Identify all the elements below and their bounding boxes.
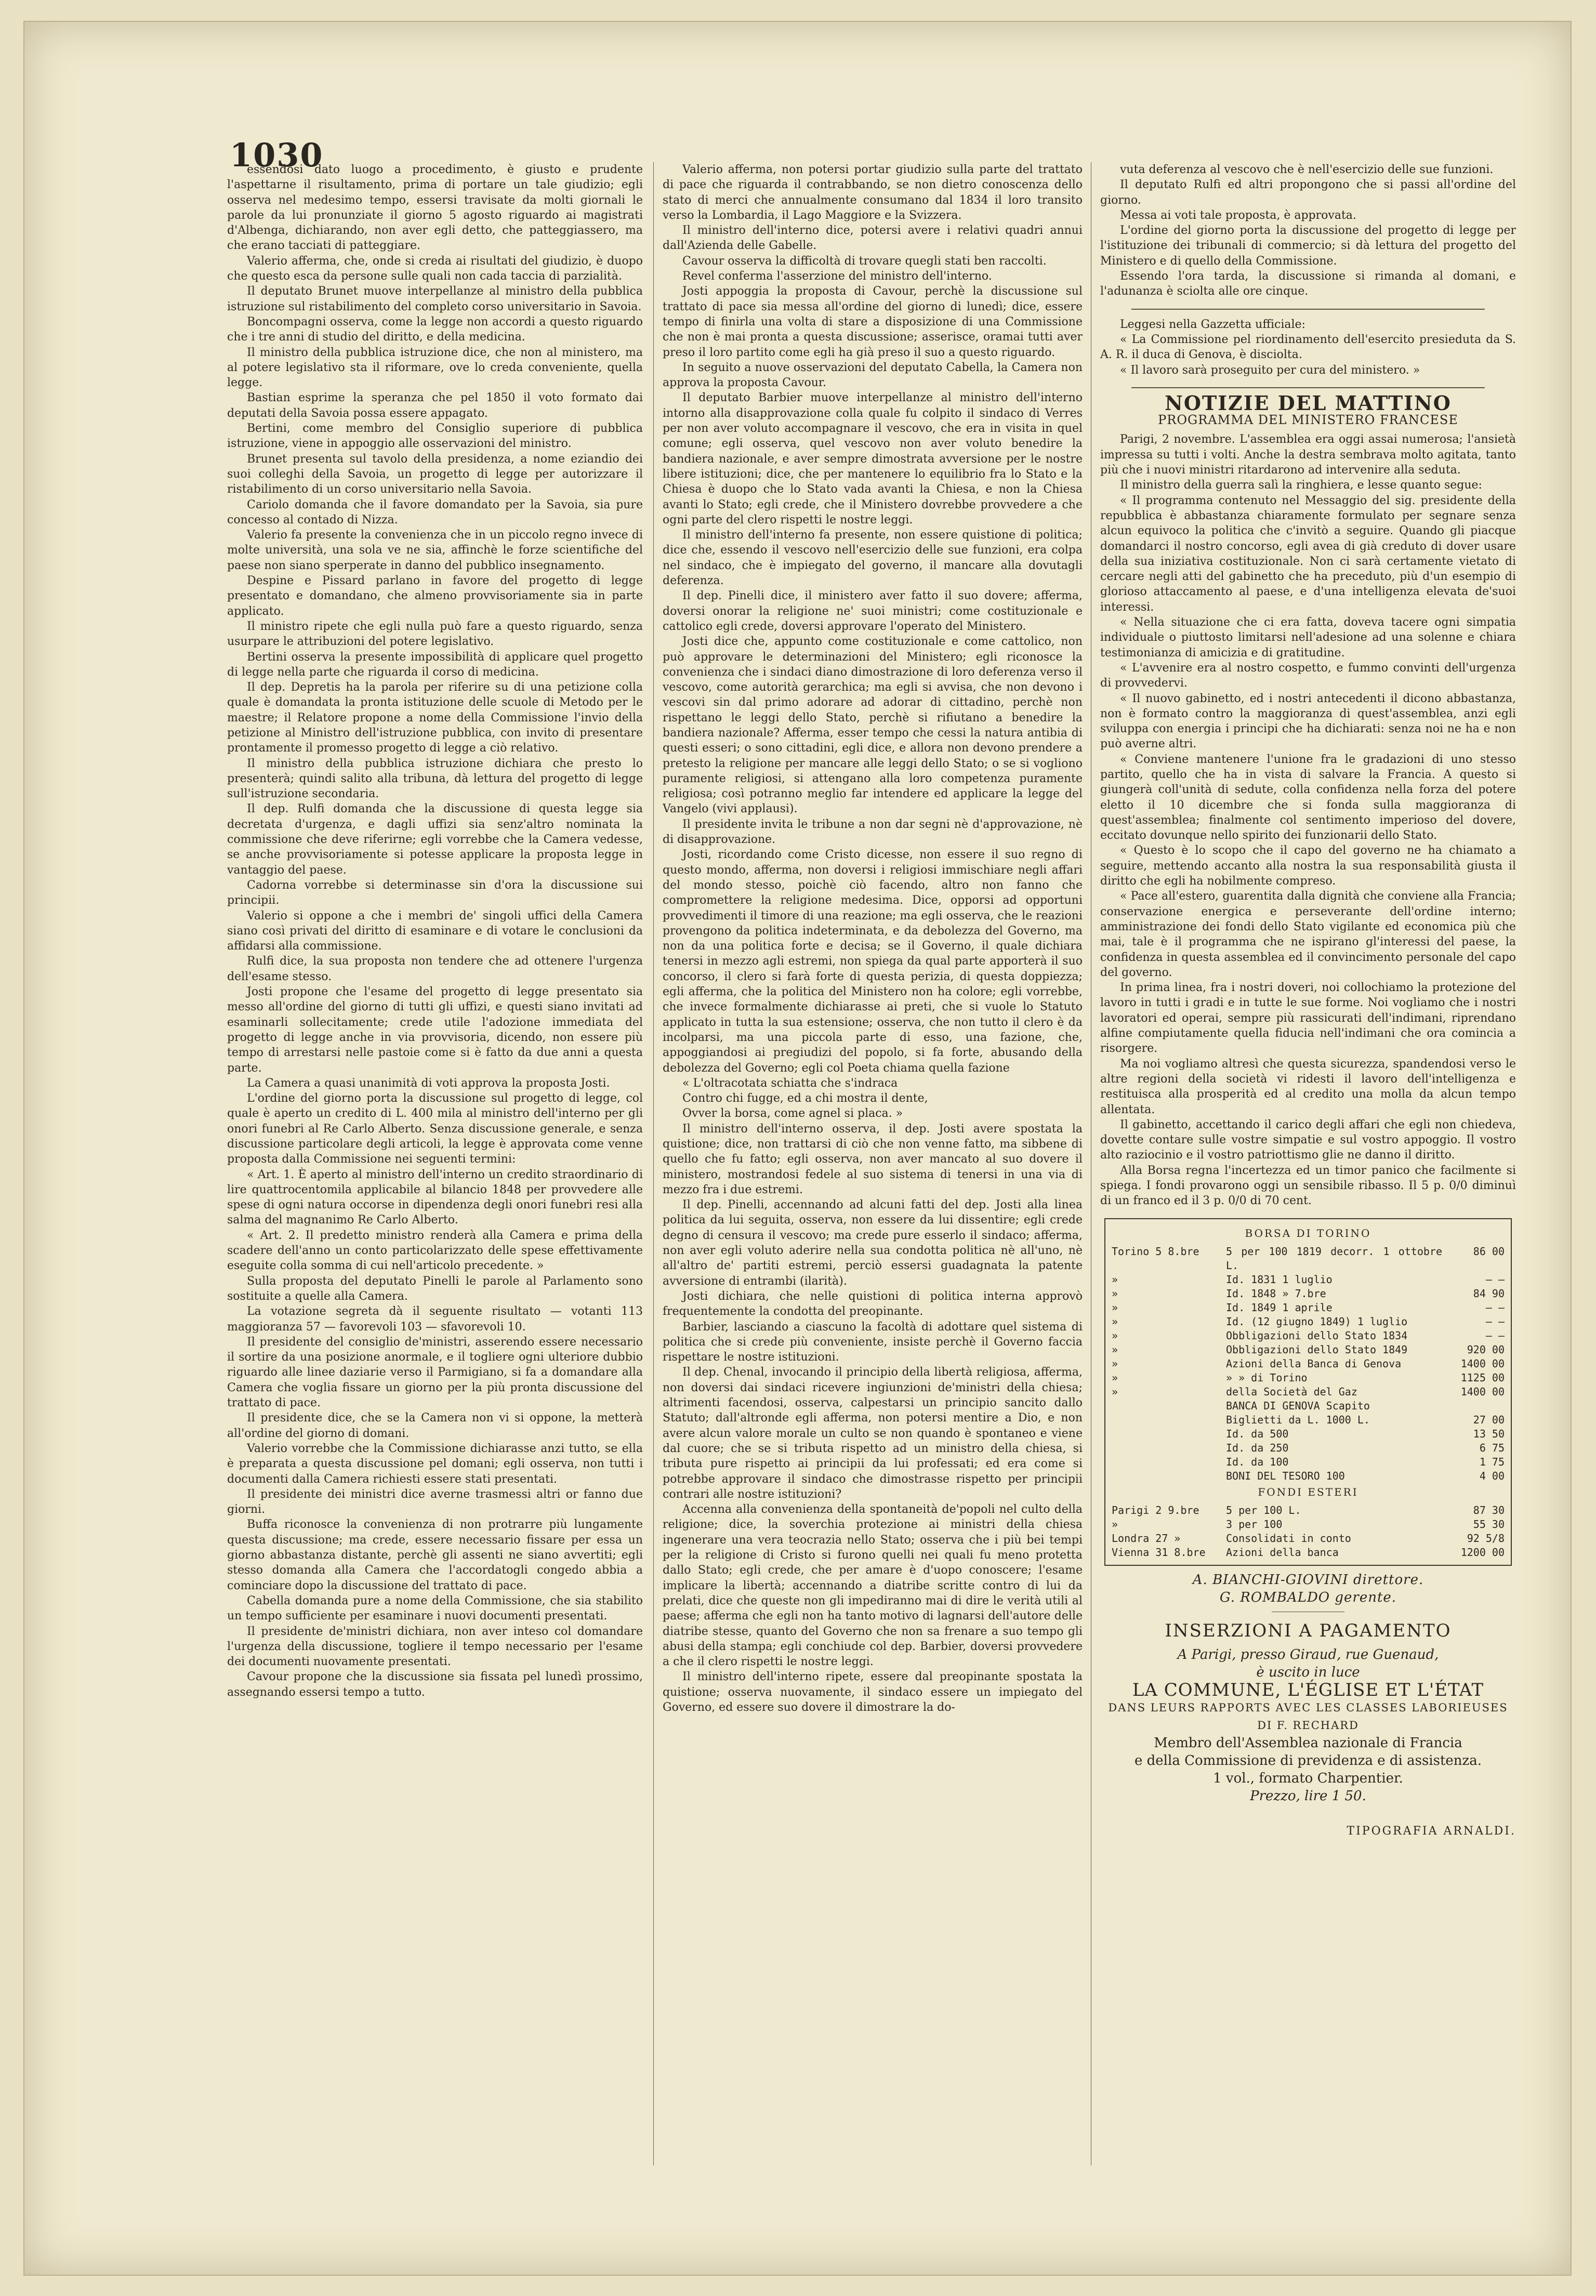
paragraph: Josti appoggia la proposta di Cavour, perchè la discussione sul trattato di pace sia messa all'ordine del giorno di lunedì; dice, essere tempo di finirla una volta di stare a disposizione di una Commissione che non è mai pronta a questa discussione; asserisce, oramai tutti aver preso il loro partito come egli ha già preso il suo a questo riguardo. [663,285,1083,359]
paragraph: Cariolo domanda che il favore domandato per la Savoia, sia pure concesso al contado di Nizza. [227,498,643,526]
paragraph: L'ordine del giorno porta la discussione sul progetto di legge, col quale è aperto un credito di L. 400 mila al ministro dell'interno per gli onori funebri al Re Carlo Alberto. Senza discussione generale, e senza discussione particolare degli articoli, la legge è approvata come venne proposta dalla Commissione nei seguenti termini: [227,1092,643,1166]
table-row [1112,1427,1505,1441]
table-cell: » » di Torino [1226,1371,1308,1384]
table-cell [1112,1427,1226,1441]
paragraph: Il ministro ripete che egli nulla può fare a questo riguardo, senza usurpare le attribuzioni del potere legislativo. [227,619,643,649]
table-cell: 5 per 100 L. [1226,1503,1301,1516]
paragraph: Bertini, come membro del Consiglio superiore di pubblica istruzione, viene in appoggio alle osservazioni del ministro. [227,422,643,451]
paragraph: Boncompagni osserva, come la legge non accordi a questo riguardo che i tre anni di studio del diritto, e della medicina. [227,315,643,344]
ad-line: e della Commissione di previdenza e di assistenza. [1135,1752,1482,1769]
table-cell: » [1112,1343,1118,1356]
gerente-signature: G. ROMBALDO gerente. [1219,1589,1397,1605]
table-cell: 3 per 100 [1226,1518,1283,1530]
ad-book-title: LA COMMUNE, L'ÉGLISE ET L'ÉTAT [1132,1679,1484,1700]
table-cell: Id. (12 giugno 1849) 1 luglio [1226,1315,1408,1328]
director-signature: A. BIANCHI-GIOVINI direttore. [1192,1572,1424,1588]
printer-credit: TIPOGRAFIA ARNALDI. [1347,1824,1516,1838]
advertisement [1100,1646,1516,1805]
paragraph: In seguito a nuove osservazioni del deputato Cabella, la Camera non approva la proposta Cavour. [663,361,1083,390]
paragraph: Barbier, lasciando a ciascuno la facoltà di adottare quel sistema di politica che si crede più conveniente, insiste perchè il Governo faccia rispettare le nostre istituzioni. [663,1320,1083,1364]
table-cell: 92 5/8 [1467,1532,1505,1545]
paragraph: Il presidente de'ministri dichiara, non aver inteso col domandare l'urgenza della discussione, togliere il tempo necessario per l'esame dei documenti nuovamente presentati. [227,1625,643,1669]
table-cell: 1400 00 [1460,1357,1505,1370]
table-cell: » [1112,1287,1118,1300]
paragraph: Il deputato Barbier muove interpellanze al ministro dell'interno intorno alla disapprovazione colla quale fu colpito il sindaco di Verres per non aver voluto accompagnare il vescovo, che era in visita in quel comune; egli osserva, quel vescovo non aver voluto benedire la bandiera nazionale, e aver sempre dimostrata avversione per le nostre libere istituzioni; dice, che per mantenere lo equilibrio fra lo Stato e la Chiesa è duopo che lo Stato vada avanti la Chiesa, e non la Chiesa avanti lo Stato; egli crede, che il Ministero dovrebbe provvedere a che ogni parte del clero rispetti le nostre leggi. [663,391,1083,526]
table-cell [1112,1399,1226,1413]
paragraph: essendosi dato luogo a procedimento, è giusto e prudente l'aspettarne il risultamento, prima di portare un tale giudizio; egli osserva nel medesimo tempo, essersi travisate da molti giornali le parole da lui pronunziate il giorno 5 agosto riguardo ai magistrati d'Albenga, dichiarando, non aver egli detto, che patteggiassero, ma che erano tacciati di patteggiare. [227,163,643,253]
paragraph: Despine e Pissard parlano in favore del progetto di legge presentato e domandano, che almeno provvisoriamente sia in parte applicato. [227,574,643,618]
table-cell: 13 50 [1473,1427,1505,1440]
table-cell [1112,1455,1226,1469]
ad-price: Prezzo, lire 1 50. [1250,1788,1366,1804]
table-row [1112,1413,1505,1427]
ad-line: DANS LEURS RAPPORTS AVEC LES CLASSES LABORIEUSES [1108,1701,1508,1714]
table-cell: » [1112,1371,1118,1384]
table-row [1112,1469,1505,1483]
table-row [1112,1455,1505,1469]
borsa-title: BORSA DI TORINO [1245,1226,1371,1239]
paragraph: Cavour osserva la difficoltà di trovare quegli stati ben raccolti. [682,254,1047,268]
table-cell: — — [1485,1329,1505,1342]
table-row [1112,1546,1505,1560]
table-cell: 87 30 [1473,1503,1505,1516]
paragraph: Josti dichiara, che nelle quistioni di politica interna approvò frequentemente la condotta del preopinante. [663,1289,1083,1318]
table-cell [1112,1441,1226,1455]
borsa-table [1104,1218,1512,1566]
paragraph: Il ministro della pubblica istruzione dichiara che presto lo presenterà; quindi salito alla tribuna, dà lettura del progetto di legge sull'istruzione secondaria. [227,757,643,801]
table-cell: » [1112,1385,1118,1398]
parliament-report-end [1100,162,1516,299]
paragraph: Parigi, 2 novembre. L'assemblea era oggi assai numerosa; l'ansietà impressa su tutti i volti. Anche la destra sembrava molto agitata, tanto più che i nuovi ministri ritardarono ad intervenire alla seduta. [1100,433,1516,477]
table-cell: 84 90 [1473,1287,1505,1300]
column-1 [227,162,643,2166]
table-cell: 1125 00 [1460,1371,1505,1384]
table-cell: 5 per 100 1819 decorr. 1 ottobre L. [1226,1245,1442,1272]
paragraph: Il dep. Rulfi domanda che la discussione di questa legge sia decretata d'urgenza, e dagli uffizi sia senz'altro nominata la commissione che deve riferirne; egli vorrebbe che la Camera vedesse, se anche provvisoriamente si potesse applicare la proposta legge in vantaggio del paese. [227,802,643,877]
table-cell: » [1112,1273,1118,1286]
paragraph: Il deputato Rulfi ed altri propongono che si passi all'ordine del giorno. [1100,178,1516,207]
paragraph: Valerio si oppone a che i membri de' singoli uffici della Camera siano così privati del diritto di esaminare e di votare le conclusioni da affidarsi alla commissione. [227,909,643,953]
ad-line: 1 vol., formato Charpentier. [1213,1770,1403,1786]
table-cell: 6 75 [1479,1441,1505,1454]
ad-line: A Parigi, presso Giraud, rue Guenaud, [1177,1646,1439,1662]
paragraph: Rulfi dice, la sua proposta non tendere che ad ottenere l'urgenza dell'esame stesso. [227,955,643,983]
paragraph: Leggesi nella Gazzetta ufficiale: [1120,318,1305,331]
table-cell: 55 30 [1473,1518,1505,1530]
column-2 [663,162,1083,2166]
table-cell: Parigi 2 9.bre [1112,1503,1199,1516]
paragraph: « Art. 1. È aperto al ministro dell'interno un credito straordinario di lire quattrocentomila applicabile al bilancio 1848 per provvedere alle spese di ogni natura occorse in dipendenza degli onori funebri resi alla salma del magnanimo Re Carlo Alberto. [227,1168,643,1227]
paragraph: Josti, ricordando come Cristo dicesse, non essere il suo regno di questo mondo, afferma, non doversi i religiosi immischiare negli affari del mondo stesso, poichè ciò facendo, altro non fanno che compromettere la religione medesima. Dice, opporsi ad opportuni provvedimenti il timore di una reazione; ma egli osserva, che le reazioni provengono da politica indeterminata, e da debolezza del Governo, ma non da una politica forte e decisa; se il Governo, il quale dichiara tenersi in mezzo agli estremi, non spiega da qual parte apporterà il suo concorso, il clero si farà forte di questa perizia, di questa doppiezza; egli afferma, che la politica del Ministero non ha colore; egli vorrebbe, che invece formalmente dichiarasse ai preti, che si vuole lo Statuto applicato in tutta la sua estensione; osserva, che non tutto il clero è da incolparsi, ma una piccola parte di esso, una fazione, che, appoggiandosi ai pregiudizi del popolo, si fa forte, abusando della debolezza del Governo; egli col Poeta chiama quella fazione [663,848,1083,1075]
paragraph: vuta deferenza al vescovo che è nell'esercizio delle sue funzioni. [1120,163,1494,176]
paragraph: Cadorna vorrebbe si determinasse sin d'ora la discussione sui principii. [227,878,643,907]
table-cell: Obbligazioni dello Stato 1834 [1226,1329,1408,1342]
paragraph: Il presidente invita le tribune a non dar segni nè d'approvazione, nè di disapprovazione. [663,817,1083,847]
paragraph: In prima linea, fra i nostri doveri, noi collochiamo la protezione del lavoro in tutti i gradi e in tutte le sue forme. Noi vogliamo che i nostri lavoratori ed operai, sempre più rassicurati dell'indimani, riprendano alfine compiutamente quella fiducia nell'indimani che ora comincia a risorgere. [1100,981,1516,1055]
paragraph: Valerio fa presente la convenienza che in un piccolo regno invece di molte università, una sola ve ne sia, affinchè le forze scientifiche del paese non siano sperperate in danno del pubblico insegnamento. [227,529,643,572]
table-cell: — — [1485,1301,1505,1314]
table-cell: Azioni della Banca di Genova [1226,1357,1402,1370]
paragraph: Messa ai voti tale proposta, è approvata. [1120,208,1356,222]
paragraph: Cavour propone che la discussione sia fissata pel lunedì prossimo, assegnando essersi tempo a tutto. [227,1670,643,1699]
paragraph: La votazione segreta dà il seguente risultato — votanti 113 maggioranza 57 — favorevoli 103 — sfavorevoli 10. [227,1305,643,1334]
borsa-rows [1112,1245,1505,1483]
esteri-rows [1112,1503,1505,1560]
table-row [1112,1329,1505,1343]
table-cell: della Società del Gaz [1226,1385,1357,1398]
paragraph: Il dep. Pinelli, accennando ad alcuni fatti del dep. Josti alla linea politica da lui seguita, osserva, non essere da lui dissentire; egli crede degno di censura il vescovo; ma crede pure esserlo il sindaco; afferma, non aver egli voluto aderire nella sua condotta politica nè all'uno, nè all'altro de' partiti estremi, perciò essersi guadagnata la patente avversione di entrambi (ilarità). [663,1198,1083,1288]
table-cell: Id. da 100 [1226,1455,1289,1468]
table-cell: Torino 5 8.bre [1112,1245,1199,1258]
table-cell: » [1112,1301,1118,1314]
table-row [1112,1518,1505,1532]
paragraph: Buffa riconosce la convenienza di non protrarre più lungamente questa discussione; ma crede, essere necessario fissare per essa un giorno abbastanza distante, perchè gli assenti ne siano avvertiti; egli stesso domanda alla Camera che l'accordatogli congedo abbia a cominciare dopo la discussione del trattato di pace. [227,1518,643,1592]
paragraph: Il presidente dice, che se la Camera non vi si oppone, la metterà all'ordine del giorno di domani. [227,1411,643,1440]
ad-line: è uscito in luce [1256,1664,1360,1680]
paragraph: Revel conferma l'asserzione del ministro dell'interno. [682,270,992,283]
table-row [1112,1532,1505,1546]
paragraph: Il deputato Brunet muove interpellanze al ministro della pubblica istruzione sul ristabilimento del completo corso universitario in Savoia. [227,285,643,313]
ad-line: Membro dell'Assemblea nazionale di Francia [1154,1735,1462,1751]
paragraph: Il gabinetto, accettando il carico degli affari che egli non chiedeva, dovette contare sulle vostre simpatie e sul vostro appoggio. Il vostro alto raziocinio e il vostro patriottismo glie ne danno il diritto. [1100,1118,1516,1162]
table-cell: 1 75 [1479,1455,1505,1468]
paragraph: « La Commissione pel riordinamento dell'esercito presieduta da S. A. R. il duca di Genova, è disciolta. [1100,333,1516,362]
paragraph: « Conviene mantenere l'unione fra le gradazioni di uno stesso partito, quello che ha in vista di salvare la Francia. A questo si giungerà coll'unità di sedute, colla confidenza nella forza del potere eletto il 10 dicembre che si fonda sulla maggioranza di quest'assemblea; finalmente col sentimento imperioso del dovere, eccitato dovunque nello spirito dei funzionarii dello Stato. [1100,753,1516,842]
table-row [1112,1245,1505,1273]
paragraph: Il dep. Pinelli dice, il ministero aver fatto il suo dovere; afferma, doversi onorar la religione ne' suoi ministri; come costituzionale e cattolico egli crede, doversi approvare l'operato del Ministero. [663,589,1083,633]
table-cell: » [1112,1518,1118,1530]
notizie-title: NOTIZIE DEL MATTINO [1165,391,1452,415]
paragraph: Il presidente del consiglio de'ministri, asserendo essere necessario il sortire da una posizione anormale, e il togliere ogni ulteriore dubbio riguardo alle linee daziarie verso il Parmigiano, si fa a domandare alla Camera che voglia fissare un giorno per la più pronta discussione del trattato di pace. [227,1335,643,1410]
fondi-esteri-title: FONDI ESTERI [1258,1485,1358,1498]
paragraph: Il ministro dell'interno fa presente, non essere quistione di politica; dice che, essendo il vescovo nell'esercizio delle sue funzioni, era colpa nel sindaco, che è impiegato del governo, il mancare alla dovutagli deferenza. [663,529,1083,588]
page-number: 1030 [230,136,324,174]
table-cell: 27 00 [1473,1413,1505,1426]
paragraph: Valerio afferma, che, onde si creda ai risultati del giudizio, è duopo che questo esca da persone sulle quali non cada taccia di parzialità. [227,254,643,283]
notizie-body [1100,432,1516,1208]
paragraph: Accenna alla convenienza della spontaneità de'popoli nel culto della religione; dice, la soverchia protezione ai ministri della chiesa ingenerare una vera teocrazia nello Stato; osserva che i più bei tempi per la religione di Cristo si furono quelli nei quali fu meno protetta dallo Stato; egli crede, che per amare è d'uopo conoscere; l'esame implicare la libertà; accennando a diatribe scritte contro di lui da prelati, dice che queste non gli impediranno mai di dire le verità utili al paese; afferma che egli non ha tanto motivo di lagnarsi dell'autore delle diatribe stesse, quanto del Governo che non sa frenare a suo tempo gli abusi della stampa; egli conchiude col dep. Barbier, doversi provvedere a che il clero rispetti le nostre leggi. [663,1503,1083,1669]
table-cell: 4 00 [1479,1469,1505,1482]
table-row [1112,1503,1505,1518]
table-cell: 1400 00 [1460,1385,1505,1398]
table-cell: 86 00 [1473,1245,1505,1258]
table-cell: Id. 1848 » 7.bre [1226,1287,1326,1300]
notizie-subtitle: PROGRAMMA DEL MINISTERO FRANCESE [1158,413,1458,428]
paragraph: Valerio afferma, non potersi portar giudizio sulla parte del trattato di pace che riguarda il contrabbando, se non dietro conoscenza dello stato di merci che annualmente consumano dal 1834 il loro transito verso la Lombardia, il Lago Maggiore e la Svizzera. [663,163,1083,222]
table-cell: » [1112,1357,1118,1370]
paragraph: « Il lavoro sarà proseguito per cura del ministero. » [1120,363,1420,377]
table-cell: — — [1485,1273,1505,1286]
paragraph: Josti propone che l'esame del progetto di legge presentato sia messo all'ordine del giorno di tutti gli uffizi, e questi siano invitati ad esaminarli sollecitamente; crede utile l'adozione immediata del progetto di legge anche in via provvisoria, dicendo, non essere più tempo di arrestarsi nelle pastoie come si è fatto da due anni a questa parte. [227,985,643,1075]
paragraph: « Il nuovo gabinetto, ed i nostri antecedenti il dicono abbastanza, non è formato contro la maggioranza di quest'assemblea, anzi egli sviluppa con energia i principi che ha dichiarati: senza noi ne ha e non può averne altri. [1100,692,1516,751]
column-rule [653,162,654,2166]
paragraph: « Il programma contenuto nel Messaggio del sig. presidente della repubblica è abbastanza chiaramente formulato per segnare senza alcun equivoco la politica che c'invitò a seguire. Quando gli piacque domandarci il nostro concorso, egli avea di già creduto di dover usare della sua iniziativa costituzionale. Non ci sarà certamente vietato di cercare negli atti del gabinetto che ha preceduto, più d'un esempio di glorioso attaccamento al paese, e d'una intelligenza elevata de'suoi interessi. [1100,494,1516,614]
table-row [1112,1371,1505,1385]
table-cell: BANCA DI GENOVA Scapito [1226,1399,1370,1412]
paragraph: « Nella situazione che ci era fatta, doveva tacere ogni simpatia individuale o piuttosto limitarsi nell'adesione ad una solenne e chiara testimonianza di amicizia e di gratitudine. [1100,616,1516,659]
separator [1131,387,1485,388]
table-row [1112,1315,1505,1329]
paragraph: Contro chi fugge, ed a chi mostra il dente, [682,1092,928,1105]
paragraph: Il ministro della guerra salì la ringhiera, e lesse quanto segue: [1120,479,1482,492]
paragraph: Alla Borsa regna l'incertezza ed un timor panico che facilmente si spiega. I fondi provarono oggi un sensibile ribasso. Il 5 p. 0/0 diminuì di un franco ed il 3 p. 0/0 di 70 cent. [1100,1164,1516,1208]
paragraph: Brunet presenta sul tavolo della presidenza, a nome eziandio dei suoi colleghi della Savoia, un progetto di legge per autorizzare il ristabilimento di un corso universitario nella Savoia. [227,452,643,496]
table-cell: BONI DEL TESORO 100 [1226,1469,1345,1482]
paragraph: « Pace all'estero, guarentita dalla dignità che conviene alla Francia; conservazione energica e perseverante dell'ordine interno; amministrazione dei fondi dello Stato vigilante ed economica più che mai, tale è il programma che ne ispirano gl'interessi del paese, la confidenza in questa assemblea ed il convincimento personale del capo del governo. [1100,890,1516,979]
paragraph: Sulla proposta del deputato Pinelli le parole al Parlamento sono sostituite a quelle alla Camera. [227,1274,643,1303]
paragraph: Bertini osserva la presente impossibilità di applicare quel progetto di legge nella parte che riguarda il corso di medicina. [227,650,643,679]
table-row [1112,1343,1505,1357]
table-cell [1442,1399,1505,1413]
paragraph: Il dep. Depretis ha la parola per riferire su di una petizione colla quale è domandata la pronta istituzione delle scuole di Metodo per le maestre; il Relatore propone a nome della Commissione l'invio della petizione al Ministro dell'istruzione pubblica, con invito di presentare prontamente il promesso progetto di legge a ciò relativo. [227,681,643,755]
paragraph: « L'avvenire era al nostro cospetto, e fummo convinti dell'urgenza di provvedervi. [1100,661,1516,690]
table-cell: — — [1485,1315,1505,1328]
paragraph: Il ministro dell'interno ripete, essere dal preopinante spostata la quistione; osserva nuovamente, il sindaco essere un impiegato del Governo, ed essere suo dovere il dimostrare la do- [663,1670,1083,1714]
paragraph: Bastian esprime la speranza che pel 1850 il voto formato dai deputati della Savoia possa essere appagato. [227,391,643,420]
table-cell: Id. da 500 [1226,1427,1289,1440]
table-cell: Id. 1831 1 luglio [1226,1273,1333,1286]
table-cell: Id. 1849 1 aprile [1226,1301,1333,1314]
paragraph: Ovver la borsa, come agnel si placa. » [682,1107,903,1120]
table-row [1112,1399,1505,1413]
table-cell [1112,1469,1226,1483]
table-cell: 1200 00 [1460,1546,1505,1559]
table-cell: Azioni della banca [1226,1546,1339,1559]
table-cell: Id. da 250 [1226,1441,1289,1454]
paragraph: Il dep. Chenal, invocando il principio della libertà religiosa, afferma, non doversi dai sindaci ricevere ingiunzioni de'ministri della chiesa; altrimenti facendosi, osserva, calpestarsi un principio sancito dallo Statuto; dall'altronde egli afferma, non potersi mentire a Dio, e non avere alcun valore morale un culto se non quando è spontaneo e viene dal cuore; che se si tributa rispetto ad un ministro della chiesa, si tributa pure rispetto ai principii da lui professati; ed era come si potrebbe approvare il sindaco che dimostrasse rispetto per principii contrari alle nostre istituzioni? [663,1366,1083,1501]
table-row [1112,1273,1505,1287]
paragraph: « Art. 2. Il predetto ministro renderà alla Camera e prima della scadere dell'anno un conto particolarizzato delle spese effettivamente eseguite colla somma di cui nell'articolo precedente. » [227,1229,643,1273]
table-row [1112,1357,1505,1371]
paragraph: La Camera a quasi unanimità di voti approva la proposta Josti. [247,1076,610,1090]
table-cell: Biglietti da L. 1000 L. [1226,1413,1370,1426]
table-cell: Consolidati in conto [1226,1532,1351,1545]
gazzetta-note [1100,317,1516,378]
separator [1131,309,1485,310]
table-cell: » [1112,1329,1118,1342]
table-cell [1112,1413,1226,1427]
table-cell: Vienna 31 8.bre [1112,1546,1206,1559]
table-row [1112,1287,1505,1301]
table-cell: » [1112,1315,1118,1328]
paragraph: Valerio vorrebbe che la Commissione dichiarasse anzi tutto, se ella è preparata a questa discussione pel domani; egli osserva, non tutti i documenti dalla Camera richiesti essere stati presentati. [227,1442,643,1486]
paragraph: Ma noi vogliamo altresì che questa sicurezza, spandendosi verso le altre regioni della società vi ridesti il lavoro dell'intelligenza e restituisca alla prosperità ed al credito una molla da alcun tempo allentata. [1100,1057,1516,1116]
ad-author: DI F. RECHARD [1257,1719,1359,1732]
paragraph: Il ministro della pubblica istruzione dice, che non al ministero, ma al potere legislativo sta il riformare, ove lo creda conveniente, quella legge. [227,346,643,390]
paragraph: Cabella domanda pure a nome della Commissione, che sia stabilito un tempo sufficiente per esaminare i nuovi documenti presentati. [227,1594,643,1623]
paragraph: Josti dice che, appunto come costituzionale e come cattolico, non può approvare le determinazioni del Ministero; egli riconosce la convenienza che i sindaci diano dimostrazione di loro deferenza verso il vescovo, come autorità gerarchica; ma egli si avvisa, che non devono i vescovi sin dal primo adorare ad adorar di cittadino, perchè non rispettano le leggi dello Stato, perchè si rifiutano a benedire la bandiera nazionale? Afferma, esser tempo che cessi la natura antibia di questi esseri; o sono cittadini, egli dice, e allora non devono prendere a pretesto la religione per mancare alle leggi dello Stato; o se si vogliono puramente religiosi, si attengano alla loro competenza puramente religiosa; così potranno meglio far intendere ed applicare la legge del Vangelo (vivi applausi). [663,635,1083,816]
paragraph: Il presidente dei ministri dice averne trasmessi altri or fanno due giorni. [227,1487,643,1516]
table-row [1112,1385,1505,1399]
paragraph: Essendo l'ora tarda, la discussione si rimanda al domani, e l'adunanza è sciolta alle ore cinque. [1100,270,1516,298]
paragraph: « Questo è lo scopo che il capo del governo ne ha chiamato a seguire, mettendo accanto alla nostra la sua responsabilità giusta il diritto che egli ha nobilmente compreso. [1100,844,1516,888]
inserzioni-title: INSERZIONI A PAGAMENTO [1165,1620,1452,1641]
paragraph: Il ministro dell'interno osserva, il dep. Josti avere spostata la quistione; dice, non trattarsi di ciò che non venne fatto, ma sibbene di quello che fu fatto; egli osserva, non aver mancato al suo dovere il ministero, mostrandosi fedele al suo sistema di tenersi in una via di mezzo fra i due estremi. [663,1122,1083,1196]
paragraph: « L'oltracotata schiatta che s'indraca [682,1076,898,1090]
table-cell: Londra 27 » [1112,1532,1181,1545]
paragraph: Il ministro dell'interno dice, potersi avere i relativi quadri annui dall'Azienda delle Gabelle. [663,224,1083,253]
column-3 [1100,162,1516,2166]
newspaper-page [23,21,1572,2276]
paragraph: L'ordine del giorno porta la discussione del progetto di legge per l'istituzione dei tribunali di commercio; si dà lettura del progetto del Ministero e di quello della Commissione. [1100,224,1516,268]
table-cell: Obbligazioni dello Stato 1849 [1226,1343,1408,1356]
table-cell: 920 00 [1467,1343,1505,1356]
table-row [1112,1441,1505,1455]
table-row [1112,1301,1505,1315]
